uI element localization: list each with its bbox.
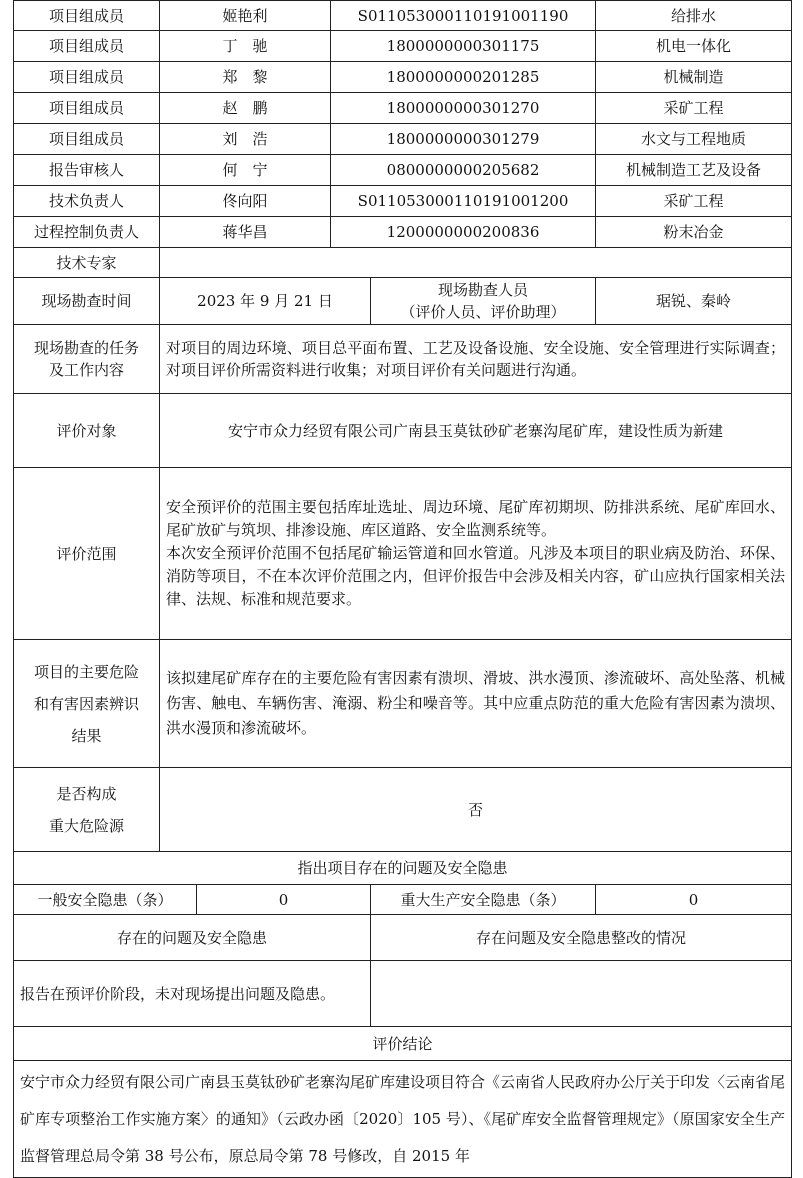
member-cert: 1800000000301279: [331, 124, 596, 155]
general-hazard-label: 一般安全隐患（条）: [14, 885, 197, 915]
member-cert: 1800000000201285: [331, 62, 596, 93]
issues-header: 指出项目存在的问题及安全隐患: [14, 852, 792, 885]
scope-row: [14, 468, 792, 640]
task-label-line1: 现场勘查的任务: [33, 339, 139, 357]
task-row: [14, 325, 792, 394]
major-hazard-value: 否: [160, 768, 792, 852]
evaluation-table-page: [13, 0, 791, 1178]
member-cert: S011053000110191001190: [331, 1, 596, 31]
member-role: 项目组成员: [14, 124, 160, 155]
survey-staff-value: 琚锐、秦岭: [596, 278, 792, 325]
member-role: 报告审核人: [14, 155, 160, 186]
member-name: 赵 鹏: [160, 93, 331, 124]
conclusion-header-row: [14, 1027, 792, 1061]
member-major: 水文与工程地质: [596, 124, 792, 155]
member-name: 何 宁: [160, 155, 331, 186]
issues-columns-row: [14, 915, 792, 961]
major-hazard-label-line1: 是否构成: [56, 784, 117, 803]
tech-expert-row: [14, 248, 792, 278]
member-major: 粉末冶金: [596, 217, 792, 248]
issues-count-row: [14, 885, 792, 915]
hazard-label-line1: 项目的主要危险: [33, 662, 139, 681]
survey-staff-label-line1: 现场勘查人员: [438, 281, 529, 299]
conclusion-text: 安宁市众力经贸有限公司广南县玉莫钛砂矿老寨沟尾矿库建设项目符合《云南省人民政府办公厅关于印发〈云南省尾矿库专项整治工作实施方案〉的通知》（云政办函〔2020〕105 号）、《尾矿库安全监督管理规定》（原国家安全生产监督管理总局令第 38 号公布，原总局令第 78 号修改，自 2015 年: [14, 1061, 792, 1178]
general-hazard-value: 0: [197, 885, 371, 915]
member-name: 丁 驰: [160, 31, 331, 62]
member-role: 项目组成员: [14, 93, 160, 124]
scope-paragraph-1: 安全预评价的范围主要包括库址选址、周边环境、尾矿库初期坝、防排洪系统、尾矿库回水、尾矿放矿与筑坝、排渗设施、库区道路、安全监测系统等。: [166, 498, 786, 539]
survey-time-label: 现场勘查时间: [14, 278, 160, 325]
conclusion-row: [14, 1061, 792, 1178]
issues-content-row: [14, 961, 792, 1027]
member-cert: 0800000000205682: [331, 155, 596, 186]
member-row: [14, 217, 792, 248]
hazard-label-line2: 和有害因素辨识: [33, 694, 139, 713]
member-role: 项目组成员: [14, 62, 160, 93]
hazard-row: [14, 640, 792, 768]
survey-staff-label-line2: （评价人员、评价助理）: [400, 303, 566, 321]
problems-text: 报告在预评价阶段，未对现场提出问题及隐患。: [14, 961, 371, 1027]
tech-expert-label: 技术专家: [14, 248, 160, 278]
member-cert: S011053000110191001200: [331, 186, 596, 217]
survey-time-value: 2023 年 9 月 21 日: [160, 278, 371, 325]
issues-header-row: [14, 852, 792, 885]
member-major: 采矿工程: [596, 93, 792, 124]
member-major: 机械制造: [596, 62, 792, 93]
major-hazard-label: [14, 768, 160, 852]
member-major: 机电一体化: [596, 31, 792, 62]
task-text: 对项目的周边环境、项目总平面布置、工艺及设备设施、安全设施、安全管理进行实际调查；对项目评价所需资料进行收集；对项目评价有关问题进行沟通。: [160, 325, 792, 394]
member-row: [14, 31, 792, 62]
conclusion-header: 评价结论: [14, 1027, 792, 1061]
member-row: [14, 186, 792, 217]
member-role: 项目组成员: [14, 1, 160, 31]
member-major: 采矿工程: [596, 186, 792, 217]
hazard-label-line3: 结果: [71, 726, 102, 745]
major-hazard-count-label: 重大生产安全隐患（条）: [371, 885, 596, 915]
member-name: 姬艳利: [160, 1, 331, 31]
task-label: [14, 325, 160, 394]
member-row: [14, 124, 792, 155]
hazard-label: [14, 640, 160, 768]
rectify-text: [371, 961, 792, 1027]
member-row: [14, 155, 792, 186]
member-role: 过程控制负责人: [14, 217, 160, 248]
task-label-line2: 及工作内容: [48, 361, 124, 379]
survey-staff-label: [371, 278, 596, 325]
object-label: 评价对象: [14, 394, 160, 468]
object-text: 安宁市众力经贸有限公司广南县玉莫钛砂矿老寨沟尾矿库，建设性质为新建: [160, 394, 792, 468]
member-row: [14, 62, 792, 93]
scope-paragraph-2: 本次安全预评价范围不包括尾矿输运管道和回水管道。凡涉及本项目的职业病及防治、环保、消防等项目，不在本次评价范围之内，但评价报告中会涉及相关内容，矿山应执行国家相关法律、法规、标准和规范要求。: [166, 544, 786, 608]
member-role: 项目组成员: [14, 31, 160, 62]
object-row: [14, 394, 792, 468]
evaluation-table: [13, 0, 792, 1178]
scope-text: [160, 468, 792, 640]
member-row: [14, 93, 792, 124]
member-cert: 1800000000301270: [331, 93, 596, 124]
member-name: 蒋华昌: [160, 217, 331, 248]
member-name: 佟向阳: [160, 186, 331, 217]
member-major: 机械制造工艺及设备: [596, 155, 792, 186]
problems-column-header: 存在的问题及安全隐患: [14, 915, 371, 961]
member-cert: 1800000000301175: [331, 31, 596, 62]
major-hazard-label-line2: 重大危险源: [48, 816, 124, 835]
survey-row: [14, 278, 792, 325]
member-name: 刘 浩: [160, 124, 331, 155]
member-major: 给排水: [596, 1, 792, 31]
rectify-column-header: 存在问题及安全隐患整改的情况: [371, 915, 792, 961]
major-hazard-count-value: 0: [596, 885, 792, 915]
scope-label: 评价范围: [14, 468, 160, 640]
member-row: [14, 1, 792, 31]
member-role: 技术负责人: [14, 186, 160, 217]
hazard-text: 该拟建尾矿库存在的主要危险有害因素有溃坝、滑坡、洪水漫顶、渗流破坏、高处坠落、机械伤害、触电、车辆伤害、淹溺、粉尘和噪音等。其中应重点防范的重大危险有害因素为溃坝、洪水漫顶和渗流破坏。: [160, 640, 792, 768]
member-name: 郑 黎: [160, 62, 331, 93]
tech-expert-value: [160, 248, 792, 278]
major-hazard-row: [14, 768, 792, 852]
member-cert: 1200000000200836: [331, 217, 596, 248]
